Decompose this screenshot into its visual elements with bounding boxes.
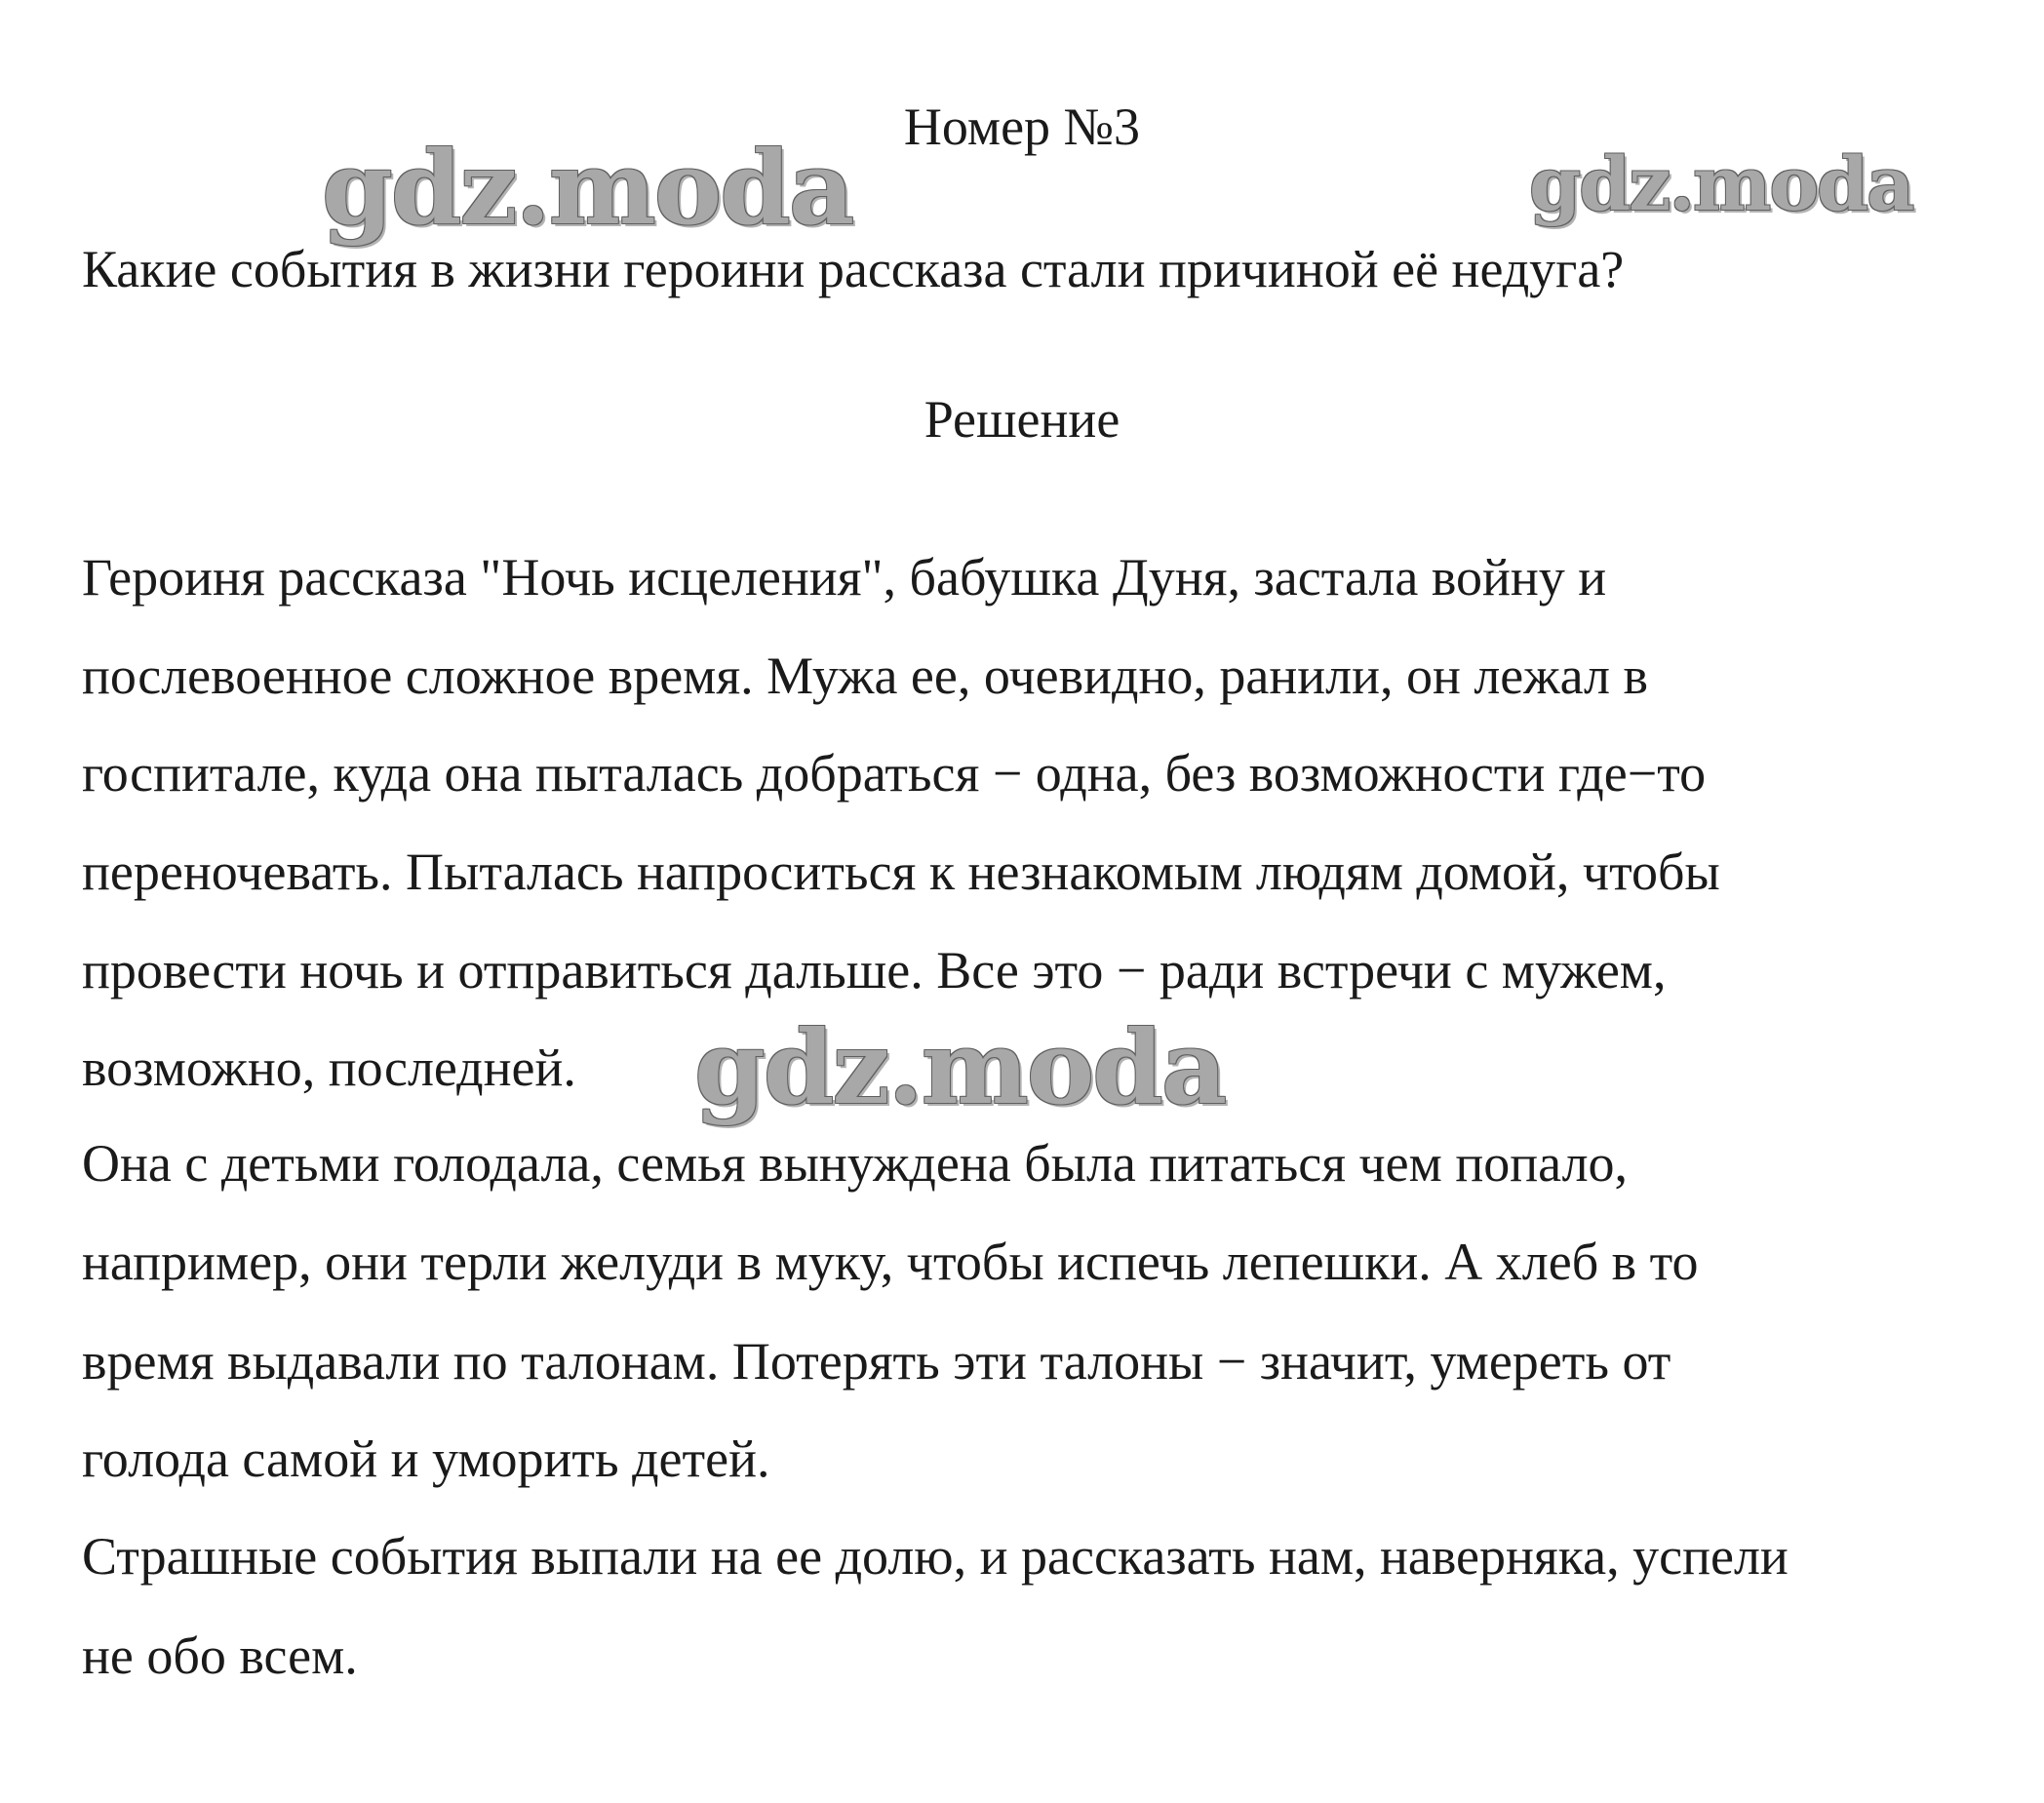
page-title: Номер №3: [903, 98, 1141, 156]
answer-line: Страшные события выпали на ее долю, и рассказать нам, наверняка, успели: [82, 1527, 1788, 1586]
answer-line: послевоенное сложное время. Мужа ее, очевидно, ранили, он лежал в: [82, 647, 1648, 705]
watermark-logo: gdz.moda: [1529, 140, 1913, 227]
answer-line: например, они терли желуди в муку, чтобы испечь лепешки. А хлеб в то: [82, 1233, 1699, 1291]
answer-line: время выдавали по талонам. Потерять эти талоны − значит, умереть от: [82, 1332, 1671, 1391]
answer-line: Героиня рассказа "Ночь исцеления", бабушка Дуня, застала войну и: [82, 548, 1607, 607]
question-text: Какие события в жизни героини рассказа стали причиной её недуга?: [82, 240, 1625, 298]
answer-line: не обо всем.: [82, 1627, 358, 1685]
answer-line: Она с детьми голодала, семья вынуждена была питаться чем попало,: [82, 1134, 1629, 1193]
answer-line: возможно, последней.: [82, 1039, 576, 1097]
answer-line: провести ночь и отправиться дальше. Все это − ради встречи с мужем,: [82, 941, 1667, 999]
answer-line: переночевать. Пыталась напроситься к незнакомым людям домой, чтобы: [82, 843, 1720, 901]
watermark-logo: gdz.moda: [694, 1007, 1226, 1127]
answer-line: голода самой и уморить детей.: [82, 1430, 770, 1488]
answer-line: госпитале, куда она пыталась добраться − одна, без возможности где−то: [82, 744, 1707, 803]
solution-heading: Решение: [924, 390, 1120, 449]
watermark-logo: gdz.moda: [322, 128, 853, 248]
